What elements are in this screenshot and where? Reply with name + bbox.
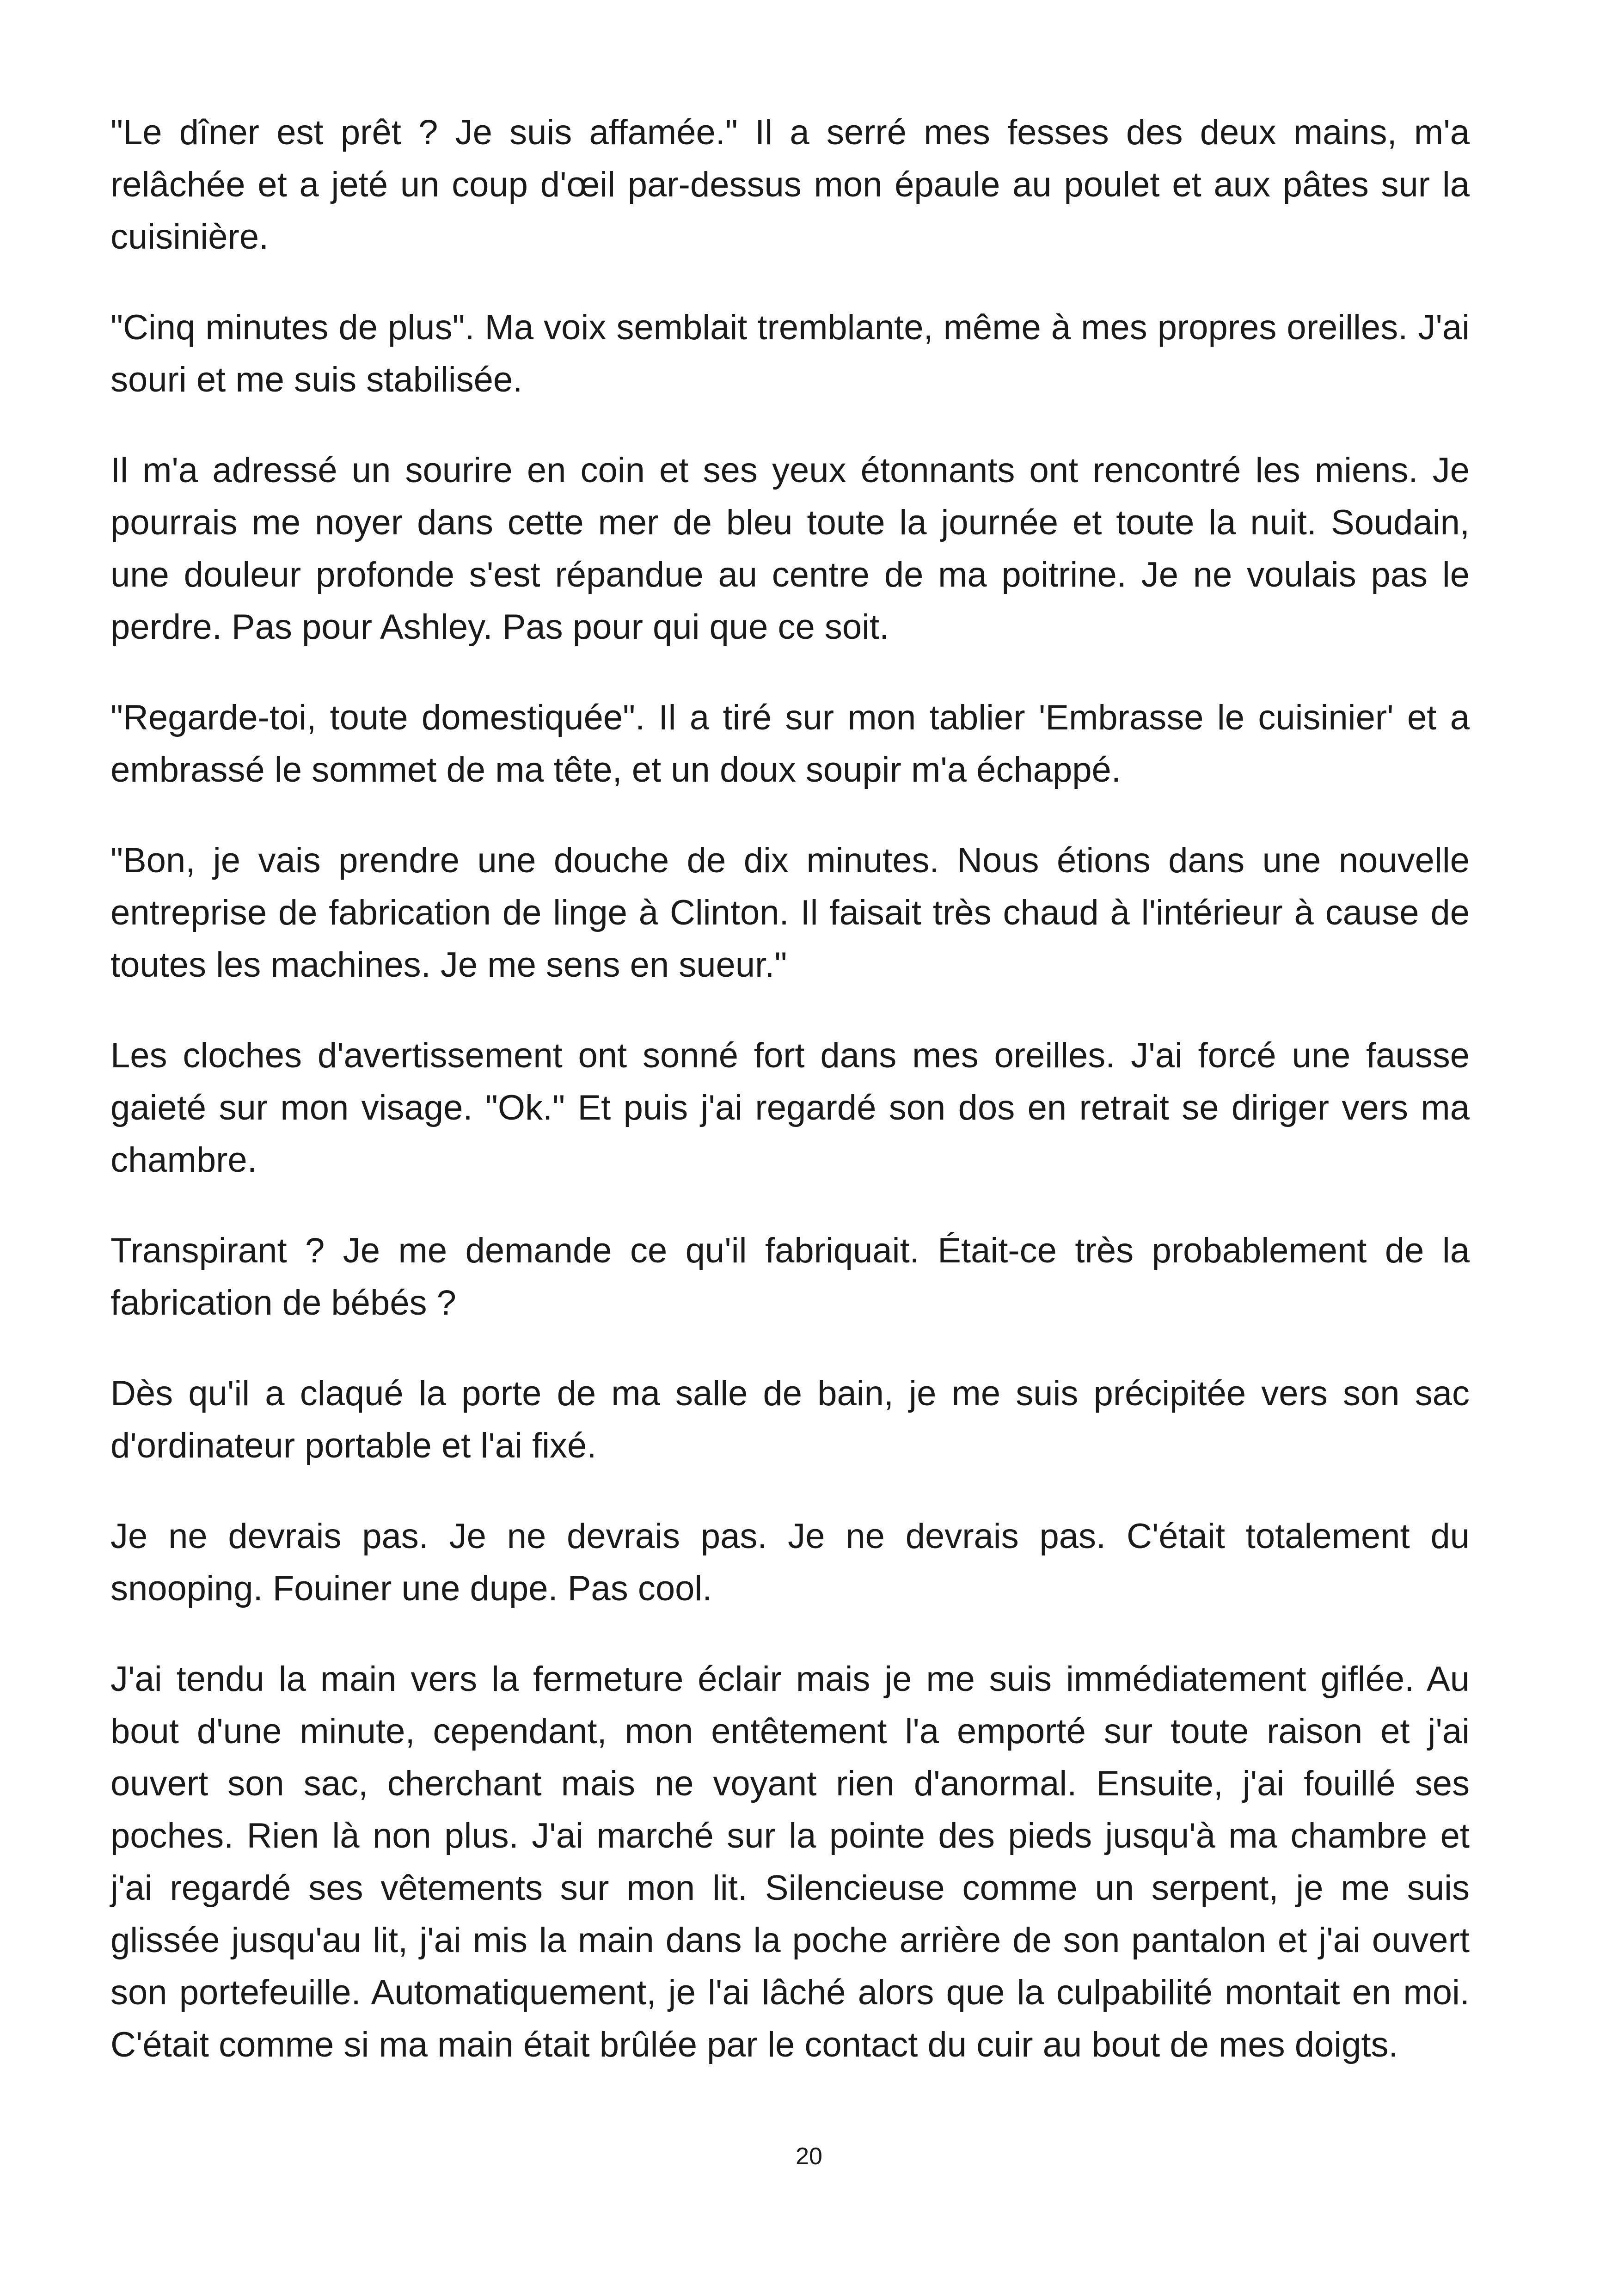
paragraph: Je ne devrais pas. Je ne devrais pas. Je ne devrais pas. C'était totalement du snooping. Fouiner une dupe. Pas cool. [110, 1517, 1470, 1608]
paragraph: J'ai tendu la main vers la fermeture éclair mais je me suis immédiatement giflée. Au bout d'une minute, cependant, mon entêtement l'a emporté sur toute raison et j'ai ouvert son sac, cherchant mais ne voyant rien d'anormal. Ensuite, j'ai fouillé ses poches. Rien là non plus. J'ai marché sur la pointe des pieds jusqu'à ma chambre et j'ai regardé ses vêtements sur mon lit. Silencieuse comme un serpent, je me suis glissée jusqu'au lit, j'ai mis la main dans la poche arrière de son pantalon et j'ai ouvert son portefeuille. Automatiquement, je l'ai lâché alors que la culpabilité montait en moi. C'était comme si ma main était brûlée par le contact du cuir au bout de mes doigts. [110, 1659, 1470, 2064]
paragraph: Dès qu'il a claqué la porte de ma salle de bain, je me suis précipitée vers son sac d'ordinateur portable et l'ai fixé. [110, 1374, 1470, 1465]
paragraph: "Cinq minutes de plus". Ma voix semblait tremblante, même à mes propres oreilles. J'ai souri et me suis stabilisée. [110, 308, 1470, 399]
paragraph: Il m'a adressé un sourire en coin et ses yeux étonnants ont rencontré les miens. Je pourrais me noyer dans cette mer de bleu toute la journée et toute la nuit. Soudain, une douleur profonde s'est répandue au centre de ma poitrine. Je ne voulais pas le perdre. Pas pour Ashley. Pas pour qui que ce soit. [110, 451, 1470, 647]
page-number: 20 [796, 2143, 822, 2170]
paragraph: Les cloches d'avertissement ont sonné fort dans mes oreilles. J'ai forcé une fausse gaieté sur mon visage. "Ok." Et puis j'ai regardé son dos en retrait se diriger vers ma chambre. [110, 1036, 1470, 1180]
paragraph: "Le dîner est prêt ? Je suis affamée." Il a serré mes fesses des deux mains, m'a relâchée et a jeté un coup d'œil par-dessus mon épaule au poulet et aux pâtes sur la cuisinière. [110, 113, 1470, 257]
paragraph: "Regarde-toi, toute domestiquée". Il a tiré sur mon tablier 'Embrasse le cuisinier' et a embrassé le sommet de ma tête, et un doux soupir m'a échappé. [110, 698, 1470, 790]
paragraph: Transpirant ? Je me demande ce qu'il fabriquait. Était-ce très probablement de la fabrication de bébés ? [110, 1231, 1470, 1322]
paragraph: "Bon, je vais prendre une douche de dix minutes. Nous étions dans une nouvelle entreprise de fabrication de linge à Clinton. Il faisait très chaud à l'intérieur à cause de toutes les machines. Je me sens en sueur." [110, 841, 1470, 985]
body-text [110, 106, 1470, 2071]
